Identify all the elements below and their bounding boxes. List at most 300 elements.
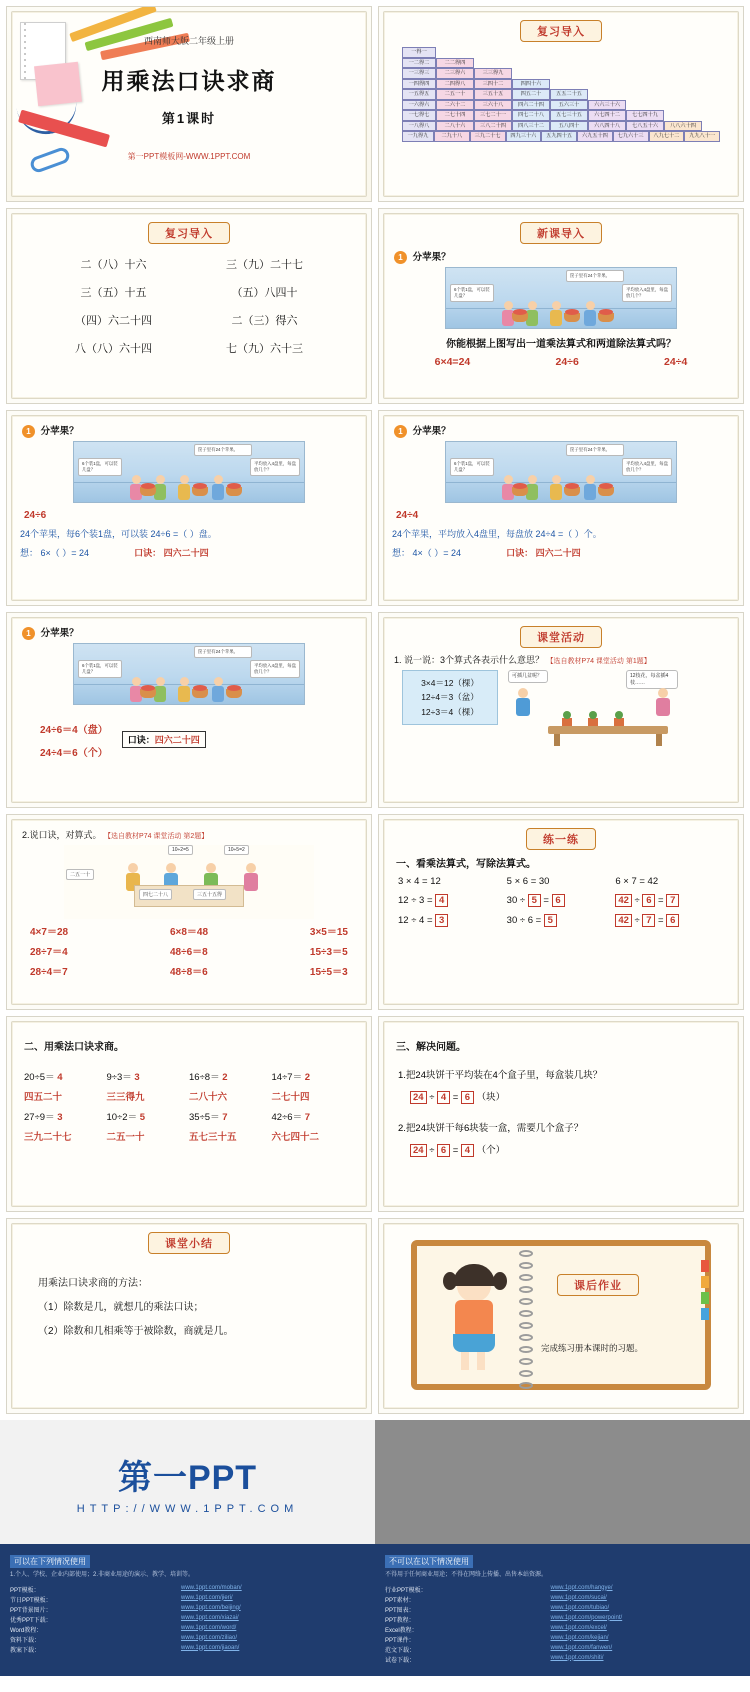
table-cell: 二三得六 (436, 68, 474, 79)
equation-column (310, 923, 348, 978)
table-cell: 六七四十二 (588, 110, 626, 121)
speech-bubble-right: 平均放入4盘里，每盘放几个？ (622, 458, 672, 476)
logo (118, 1450, 257, 1499)
table-cell: 八九七十二 (649, 131, 685, 142)
table-cell: 二四得八 (436, 79, 474, 90)
slide-divide-by-4[interactable] (378, 410, 744, 606)
homework-text: 完成练习册本课时的习题。 (541, 1343, 644, 1353)
link-label: PPT图表： (385, 1607, 415, 1614)
slide-cover[interactable] (6, 6, 372, 202)
multiplication-expression: 5 × 6 = 30 (506, 876, 550, 887)
table-cell: 七八五十六 (626, 121, 664, 132)
table-cell: 三五十五 (474, 89, 512, 100)
desk-label: 四七二十八 (139, 889, 172, 900)
table-cell: 一四得四 (402, 79, 436, 90)
apple-sharing-illustration (73, 643, 305, 705)
answer: 2 (304, 1072, 311, 1083)
table-cell: 四九三十六 (506, 131, 542, 142)
table-cell: 三七二十一 (474, 110, 512, 121)
link-label: Excel教程： (385, 1627, 418, 1634)
apple-basket-icon (192, 689, 208, 698)
activity-question-text: 2.说口诀，对算式。 (22, 830, 102, 840)
answer-box[interactable]: 5 (544, 914, 557, 927)
think-row (20, 546, 358, 559)
slide-banner: 课后作业 (557, 1274, 639, 1296)
logo-url: HTTP://WWW.1PPT.COM (76, 1502, 299, 1515)
kou-answer: 五七三十五 (189, 1132, 237, 1143)
footer-link[interactable]: www.1ppt.com/fanwen/ (550, 1644, 613, 1651)
footer-heading: 可以在下列情况使用 (10, 1555, 90, 1568)
child-figure (178, 677, 190, 702)
topic-label: 分苹果？ (40, 628, 79, 639)
equals-sign: = (452, 1092, 459, 1103)
publisher-label: 西南师大版二年级上册 (143, 36, 234, 46)
slide-banner: 课堂小结 (148, 1232, 230, 1254)
link-label: 节日PPT模板： (10, 1597, 52, 1604)
equation: 28÷7＝4 (30, 947, 68, 958)
footer-link[interactable]: www.1ppt.com/sucai/ (550, 1594, 607, 1601)
kou-label: 口诀： (134, 547, 162, 558)
footer-link[interactable]: www.1ppt.com/excel/ (550, 1624, 607, 1631)
answer-box[interactable]: 6 (461, 1091, 474, 1104)
problem-cell: 14÷7＝ 2 (271, 1072, 311, 1083)
summary-title: 用乘法口诀求商的方法： (38, 1278, 148, 1289)
answer-box[interactable]: 6 (552, 894, 565, 907)
equation: 15÷3＝5 (309, 947, 348, 958)
equation: 3×4＝12（棵） (421, 678, 479, 688)
table-cell: 二六十二 (436, 100, 474, 111)
slide-banner: 复习导入 (148, 222, 230, 244)
logo-ppt: PPT (187, 1458, 258, 1497)
table-cell: 四四十六 (512, 79, 550, 90)
step-badge: 1 (394, 251, 407, 264)
kou-answer: 三九二十七 (24, 1132, 72, 1143)
think-row (392, 546, 730, 559)
apple-basket-icon (512, 487, 528, 496)
table-row (402, 100, 720, 111)
division-expression: 12 ÷ 3 = (398, 895, 433, 906)
division-answer-row (507, 894, 616, 907)
equation: 28÷4＝7 (30, 967, 68, 978)
logo-second-char: 一 (152, 1458, 188, 1497)
table-cell: 三八二十四 (474, 121, 512, 132)
flower-pot-icon (588, 718, 598, 726)
girl-figure (443, 1264, 507, 1374)
unit-label: （块） (476, 1092, 506, 1103)
child-figure (178, 475, 190, 500)
multiplication-table (402, 47, 720, 142)
problem-cell: 16÷8＝ 2 (189, 1072, 228, 1083)
answer-box[interactable]: 42 (615, 914, 632, 927)
speech-bubble-left: 6个装1盘，可以装几盘？ (78, 660, 122, 678)
equation: 24÷4 (664, 355, 688, 368)
practice-heading: 一、看乘法算式，写除法算式。 (396, 859, 536, 870)
flower-pot-icon (562, 718, 572, 726)
table-cell: 四六二十四 (512, 100, 550, 111)
slide-practice-one[interactable] (378, 814, 744, 1010)
division-answer-row (398, 914, 507, 927)
footer-heading: 不可以在以下情况使用 (385, 1555, 473, 1568)
child-figure (244, 863, 258, 891)
speech-bubble: 可插几盆呢？ (508, 670, 548, 683)
apple-basket-icon (226, 689, 242, 698)
footer-link[interactable]: www.1ppt.com/jieri/ (180, 1594, 233, 1601)
table-row (402, 47, 720, 58)
topic-line (394, 423, 730, 438)
table-cell: 七九六十三 (613, 131, 649, 142)
speech-bubble: 12枝花，每盆插4枝…… (626, 670, 678, 689)
think-expression: 4×（ ）= 24 (412, 547, 462, 558)
desk (134, 885, 244, 907)
table-cell: 四八三十二 (512, 121, 550, 132)
problem-cell: 42÷6＝ 7 (271, 1112, 311, 1123)
answer: 4 (57, 1072, 63, 1083)
table-cell: 一二得二 (402, 58, 436, 69)
apple-basket-icon (140, 689, 156, 698)
result-line: 24÷6＝4（盘） (40, 724, 108, 736)
footer-link[interactable]: www.1ppt.com/ziliao/ (180, 1634, 238, 1641)
practice-heading: 二、用乘法口诀求商。 (24, 1042, 124, 1053)
review-item: （五）八四十 (231, 287, 298, 299)
apple-basket-icon (564, 313, 580, 322)
flower-pot-icon (614, 718, 624, 726)
problem-cell: 10÷2＝ 5 (106, 1112, 146, 1123)
answer-box[interactable]: 42 (615, 894, 632, 907)
table-cell: 二二得四 (436, 58, 474, 69)
division-answer-row (507, 914, 616, 927)
answer-box[interactable]: 6 (437, 1144, 450, 1157)
equation: 6×4=24 (434, 355, 471, 368)
footer-link[interactable]: www.1ppt.com/beijing/ (180, 1604, 241, 1611)
review-item: 三（五）十五 (80, 287, 147, 299)
problem-cell: 35÷5＝ 7 (189, 1112, 228, 1123)
slide-results[interactable] (6, 612, 372, 808)
answer-box[interactable]: 6 (666, 914, 679, 927)
slide-new-lesson[interactable] (378, 208, 744, 404)
topic-line (22, 625, 358, 640)
table-cell: 一得一 (402, 47, 436, 58)
equals-sign: = (452, 1145, 459, 1156)
speech-bubble-left: 6个装1盘，可以装几盘？ (450, 284, 494, 302)
apple-basket-icon (226, 487, 242, 496)
answer-box[interactable]: 4 (437, 1091, 450, 1104)
table-cell: 二九十八 (434, 131, 470, 142)
kou-answer: 四五二十 (24, 1092, 63, 1103)
division-answer-row (615, 894, 724, 907)
speech-bubble-right: 平均放入4盘里，每盘放几个？ (250, 458, 300, 476)
kou-label: 口诀： (506, 547, 534, 558)
desk-label: 三五十五得 (193, 889, 226, 900)
review-item: 二（八）十六 (80, 259, 147, 271)
summary-line: （1）除数是几，就想几的乘法口诀； (38, 1302, 204, 1313)
link-label: PPT教程： (385, 1617, 415, 1624)
footer-link[interactable]: www.1ppt.com/kejian/ (550, 1634, 609, 1641)
table-row (402, 68, 720, 79)
speech-bubble-left: 6个装1盘，可以装几盘？ (78, 458, 122, 476)
table-cell: 二八十六 (436, 121, 474, 132)
footer-allowed-uses (0, 1544, 375, 1676)
textbook-reference: 【选自教材P74 课堂活动 第2题】 (104, 833, 209, 840)
practice-table (392, 876, 730, 927)
table-cell: 三四十二 (474, 79, 512, 90)
table-row (402, 89, 720, 100)
apple-sharing-illustration (73, 441, 305, 503)
answer: 7 (304, 1112, 311, 1123)
child-figure (212, 475, 224, 500)
apple-basket-icon (192, 487, 208, 496)
slide-summary[interactable] (6, 1218, 372, 1414)
speech-bubble-top: 筐子里有24个苹果。 (194, 646, 252, 658)
notebook-illustration (411, 1240, 711, 1390)
topic-line (394, 249, 730, 264)
footer-note: 1.个人、学校、企业内部使用；2.非商业用途的演示、教学、培训等。 (10, 1572, 195, 1578)
cover-text-block (12, 34, 366, 162)
equation: 12÷4＝3（盆） (421, 692, 479, 703)
division-answer-row (398, 894, 507, 907)
answer-box[interactable]: 4 (461, 1144, 474, 1157)
slide-review[interactable] (6, 208, 372, 404)
table-cell: 四七二十八 (512, 110, 550, 121)
kou-text: 四六二十四 (163, 547, 209, 558)
footer-links (10, 1585, 365, 1654)
footer-link[interactable]: www.1ppt.com/word/ (180, 1624, 237, 1631)
child-figure (584, 301, 596, 326)
answer-box[interactable]: 7 (642, 914, 655, 927)
answer-box[interactable]: 5 (528, 894, 541, 907)
table-cell: 九九八十一 (684, 131, 720, 142)
answer-box[interactable]: 24 (410, 1091, 427, 1104)
sentence-text: 24个苹果，平均放入4盘里，每盘放 24÷4 =（ ）个。 (392, 528, 602, 539)
slide-practice-two[interactable] (6, 1016, 372, 1212)
flowerpot-illustration (506, 670, 696, 742)
table-cell: 一七得七 (402, 110, 436, 121)
footer-link[interactable]: www.1ppt.com/hangye/ (550, 1584, 613, 1591)
logo-block (0, 1420, 375, 1544)
table-cell: 六八四十八 (588, 121, 626, 132)
footer-link[interactable]: www.1ppt.com/powerpoint/ (550, 1614, 623, 1621)
summary-line: （2）除数和几相乘等于被除数，商就是几。 (38, 1326, 234, 1337)
activity-question (394, 653, 730, 666)
result-line: 24÷4＝6（个） (40, 747, 108, 759)
child-figure (212, 677, 224, 702)
division-answer-row (615, 914, 724, 927)
activity-equations-panel (402, 670, 498, 725)
child-figure (584, 475, 596, 500)
sentence-text: 24个苹果，每6个装1盘，可以装 24÷6 =（ ）盘。 (20, 528, 217, 539)
table-cell: 一九得九 (402, 131, 434, 142)
child-figure (550, 301, 562, 326)
apple-basket-icon (512, 313, 528, 322)
slide-multiplication-table[interactable] (378, 6, 744, 202)
spiral-rings (519, 1250, 533, 1380)
table-row (402, 110, 720, 121)
step-badge: 1 (22, 627, 35, 640)
table-cell: 一五得五 (402, 89, 436, 100)
slide-paper (11, 11, 367, 197)
multiplication-expression: 6 × 7 = 42 (615, 876, 659, 887)
speech-bubble-top: 筐子里有24个苹果。 (194, 444, 252, 456)
table-cell: 二五一十 (436, 89, 474, 100)
topic-line (22, 423, 358, 438)
slide-word-problems[interactable] (378, 1016, 744, 1212)
speech-bubble-top: 筐子里有24个苹果。 (566, 444, 624, 456)
footer-link[interactable]: www.1ppt.com/moban/ (180, 1584, 242, 1591)
slide-kou-matching[interactable] (6, 814, 372, 1010)
topic-label: 分苹果？ (40, 426, 79, 437)
apple-basket-icon (564, 487, 580, 496)
table-cell: 三六十八 (474, 100, 512, 111)
bench (548, 726, 668, 734)
link-label: PPT模板： (10, 1587, 40, 1594)
table-cell: 四五二十 (512, 89, 550, 100)
slide-banner: 新课导入 (520, 222, 602, 244)
table-row (402, 79, 720, 90)
expression: 24÷6 (24, 509, 47, 521)
slide-classroom-activity[interactable] (378, 612, 744, 808)
multiplication-expression: 3 × 4 = 12 (398, 876, 441, 887)
kou-answer: 二五一十 (106, 1132, 145, 1143)
table-cell: 二七十四 (436, 110, 474, 121)
slide-homework[interactable] (378, 1218, 744, 1414)
practice-table (20, 1069, 358, 1143)
division-expression: 30 ÷ 6 = (506, 915, 542, 926)
divide-sign: ÷ (429, 1092, 435, 1103)
apple-sharing-illustration (445, 441, 677, 503)
table-row (402, 131, 720, 142)
apple-sharing-illustration (445, 267, 677, 329)
step-badge: 1 (394, 425, 407, 438)
footer-link[interactable]: www.1ppt.com/xiazai/ (180, 1614, 239, 1621)
problem-cell: 27÷9＝ 3 (24, 1112, 63, 1123)
table-cell: 五七三十五 (550, 110, 588, 121)
footer-link[interactable]: www.1ppt.com/jiaoan/ (180, 1644, 240, 1651)
child-figure (516, 688, 530, 716)
kou-box (122, 731, 206, 748)
division-expression: 12 ÷ 4 = (398, 915, 433, 926)
slide-banner: 课堂活动 (520, 626, 602, 648)
equation: 24÷6 (555, 355, 579, 368)
word-problem: 2.把24块饼干每6块装一盒，需要几个盒子？ (398, 1123, 584, 1134)
review-item: （四）六二十四 (75, 315, 152, 327)
answer-box[interactable]: 7 (666, 894, 679, 907)
link-label: 资料下载： (10, 1637, 41, 1644)
review-item: 七（九）六十三 (226, 343, 303, 355)
logo-first-char: 第 (117, 1458, 153, 1497)
equation-column (170, 923, 208, 978)
divide-sign: ÷ (429, 1145, 435, 1156)
topic-label: 分苹果？ (412, 252, 451, 263)
link-label: PPT背景图片： (10, 1607, 52, 1614)
table-cell: 五八四十 (550, 121, 588, 132)
speech-bubble: 10÷5=2 (224, 845, 249, 855)
equation-column (30, 923, 68, 978)
topic-label: 分苹果？ (412, 426, 451, 437)
equation: 4×7＝28 (30, 927, 69, 938)
slide-divide-by-6[interactable] (6, 410, 372, 606)
answer: 3 (134, 1072, 140, 1083)
table-cell: 七七四十九 (626, 110, 664, 121)
division-expression: 30 ÷ (506, 895, 526, 906)
practice-heading: 三、解决问题。 (396, 1042, 466, 1053)
divide-sign: ÷ (634, 895, 640, 906)
unit-label: （个） (476, 1145, 506, 1156)
footer-links (385, 1585, 740, 1664)
review-item: 三（九）二十七 (226, 259, 303, 271)
footer-link[interactable]: www.1ppt.com/tubiao/ (550, 1604, 610, 1611)
link-label: 试卷下载： (385, 1657, 416, 1664)
link-label: PPT素材： (385, 1597, 415, 1604)
link-label: PPT课件： (385, 1637, 415, 1644)
answer-row (410, 1142, 730, 1157)
footer-placeholder (375, 1420, 750, 1544)
child-figure (550, 475, 562, 500)
speech-bubble-left: 6个装1盘，可以装几盘？ (450, 458, 494, 476)
table-cell: 一六得六 (402, 100, 436, 111)
answer: 2 (222, 1072, 228, 1083)
apple-basket-icon (598, 313, 614, 322)
problem-cell: 9÷3＝ 3 (106, 1072, 140, 1083)
table-row (402, 121, 720, 132)
answer-row (410, 1089, 730, 1104)
table-cell: 五五二十五 (550, 89, 588, 100)
apple-basket-icon (598, 487, 614, 496)
speech-bubble-right: 平均放入4盘里，每盘放几个？ (622, 284, 672, 302)
kou-answer: 六七四十二 (271, 1132, 320, 1143)
answer: 7 (222, 1112, 228, 1123)
equation: 48÷8＝6 (169, 967, 208, 978)
answer-box[interactable]: 6 (642, 894, 655, 907)
kou-answer: 二七十四 (271, 1092, 310, 1103)
kou-text: 四六二十四 (535, 547, 581, 558)
table-cell: 一三得三 (402, 68, 436, 79)
activity-question-text: 1. 说一说：3个算式各表示什么意思？ (394, 655, 545, 665)
equation-row (392, 356, 730, 368)
kou-answer: 三三得九 (106, 1092, 145, 1103)
page-tabs (701, 1260, 709, 1324)
link-label: 教案下载： (10, 1647, 41, 1654)
think-label: 想： (392, 547, 411, 558)
child-figure (656, 688, 670, 716)
kou-label: 口诀： (127, 735, 155, 746)
answer-box[interactable]: 3 (435, 914, 448, 927)
table-cell: 六六三十六 (588, 100, 626, 111)
textbook-reference: 【选自教材P74 课堂活动 第1题】 (546, 658, 651, 665)
expression: 24÷4 (396, 509, 419, 521)
answer-box[interactable]: 4 (435, 894, 448, 907)
equals-sign: = (658, 895, 664, 906)
table-cell: 三三得九 (474, 68, 512, 79)
link-label: Word教程： (10, 1627, 43, 1634)
slide-banner: 复习导入 (520, 20, 602, 42)
review-item: 八（八）六十四 (75, 343, 152, 355)
table-cell: 五六三十 (550, 100, 588, 111)
divide-sign: ÷ (634, 915, 640, 926)
table-cell: 五九四十五 (541, 131, 577, 142)
footer-link[interactable]: www.1ppt.com/shiti/ (550, 1654, 604, 1661)
speech-bubble-right: 平均放入4盘里，每盘放几个？ (250, 660, 300, 678)
word-problem: 1.把24块饼干平均装在4个盒子里，每盒装几块？ (398, 1070, 603, 1081)
classroom-illustration (64, 845, 314, 919)
think-label: 想： (20, 547, 39, 558)
site-footer (0, 1420, 750, 1676)
review-item: 二（三）得六 (231, 315, 298, 327)
table-row (402, 58, 720, 69)
equation: 3×5＝15 (309, 927, 348, 938)
lesson-label: 第1课时 (161, 111, 217, 126)
answer-box[interactable]: 24 (410, 1144, 427, 1157)
equals-sign: = (543, 895, 549, 906)
link-label: 优秀PPT下载： (10, 1617, 52, 1624)
